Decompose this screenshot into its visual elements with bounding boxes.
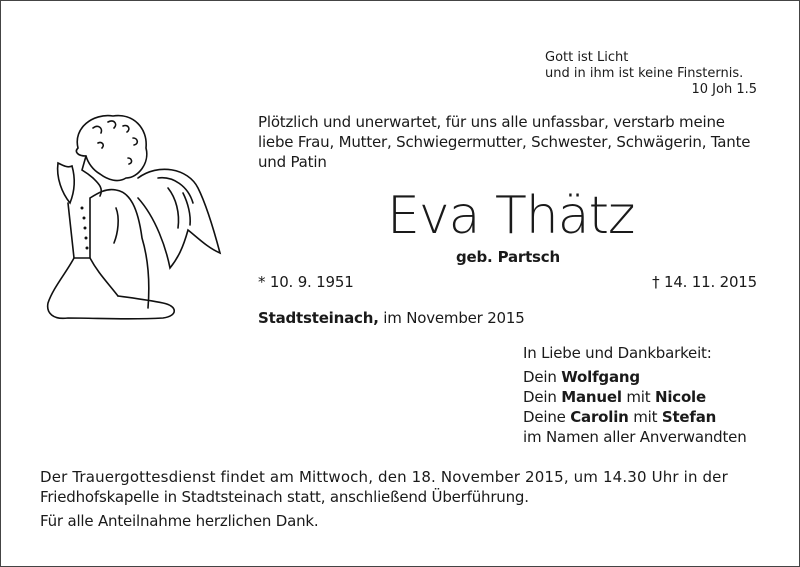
- mourner-line: Deine Carolin mit Stefan: [523, 408, 717, 426]
- mourner-line: Dein Manuel mit Nicole: [523, 388, 706, 406]
- verse-line: Gott ist Licht: [545, 50, 629, 65]
- praying-angel-illustration: [38, 108, 228, 333]
- mourners-heading: In Liebe und Dankbarkeit:: [523, 344, 712, 362]
- verse-reference: 10 Joh 1.5: [691, 82, 757, 97]
- intro-text: liebe Frau, Mutter, Schwiegermutter, Schwester, Schwägerin, Tante: [258, 133, 751, 151]
- date: im November 2015: [383, 309, 525, 327]
- verse-line: und in ihm ist keine Finsternis.: [545, 66, 744, 81]
- maiden-name: geb. Partsch: [456, 248, 560, 266]
- intro-text: Plötzlich und unerwartet, für uns alle unfassbar, verstarb meine: [258, 113, 725, 131]
- birth-date: * 10. 9. 1951: [258, 273, 354, 291]
- intro-text: und Patin: [258, 153, 327, 171]
- deceased-name: Eva Thätz: [387, 186, 635, 246]
- service-info: Der Trauergottesdienst findet am Mittwoch, den 18. November 2015, um 14.30 Uhr in der: [40, 468, 728, 486]
- place: Stadtsteinach,: [258, 309, 379, 327]
- place-date: [258, 308, 525, 328]
- mourner-line: Dein Wolfgang: [523, 368, 640, 386]
- thanks-text: Für alle Anteilnahme herzlichen Dank.: [40, 512, 319, 530]
- death-date: † 14. 11. 2015: [652, 273, 757, 291]
- service-info: Friedhofskapelle in Stadtsteinach statt, anschließend Überführung.: [40, 488, 529, 506]
- mourners-footer: im Namen aller Anverwandten: [523, 428, 747, 446]
- bible-verse: [545, 50, 757, 98]
